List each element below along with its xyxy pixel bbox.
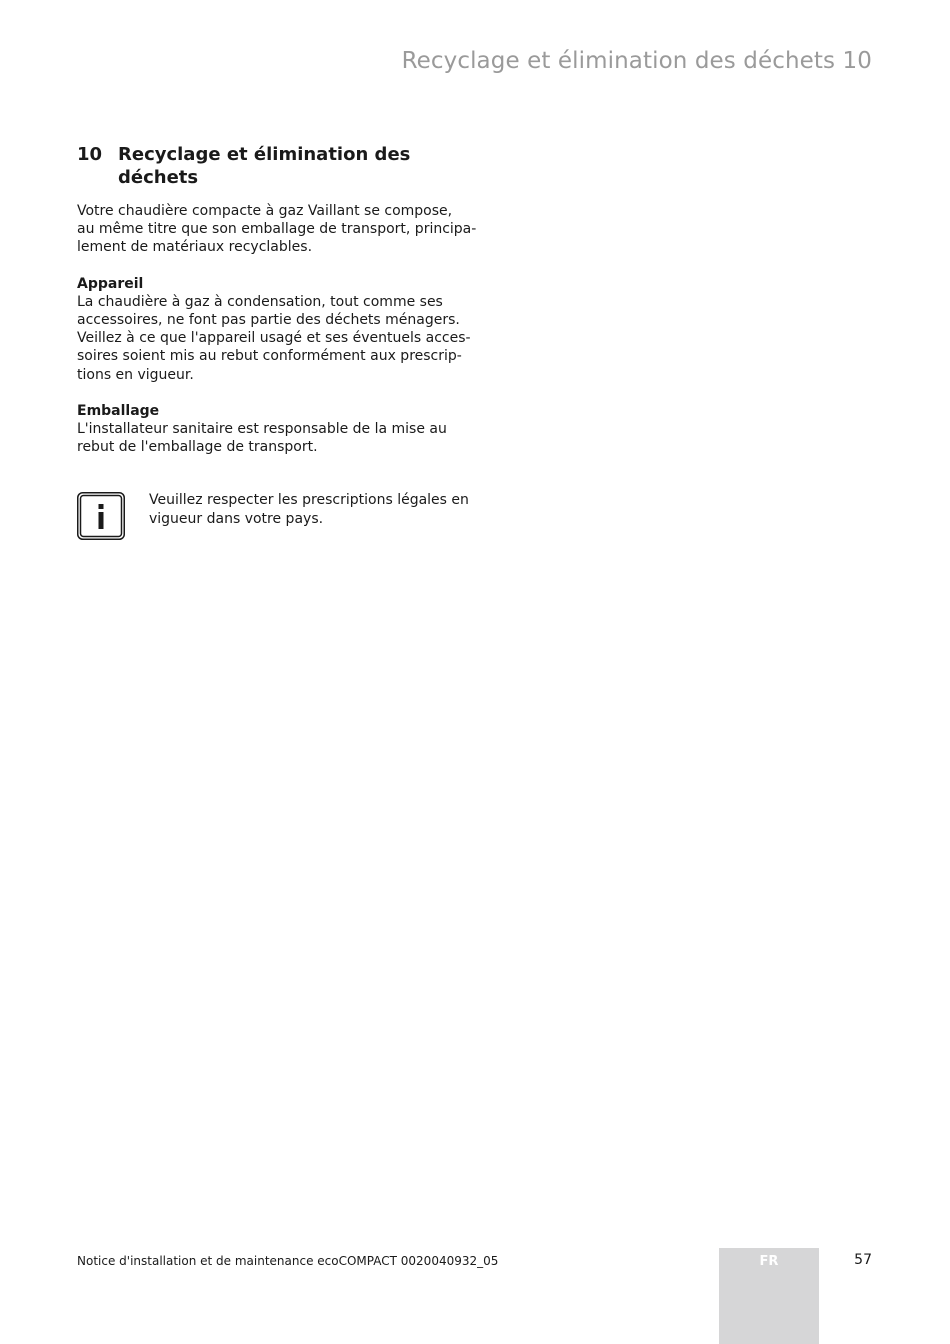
info-note-text: Veuillez respecter les prescriptions légales en vigueur dans votre pays. bbox=[149, 492, 469, 527]
chapter-number: 10 bbox=[77, 144, 103, 165]
emballage-heading: Emballage bbox=[77, 402, 160, 419]
info-icon bbox=[77, 492, 125, 540]
footer-document-title: Notice d'installation et de maintenance ecoCOMPACT 0020040932_05 bbox=[77, 1254, 499, 1268]
appareil-heading: Appareil bbox=[77, 275, 144, 292]
intro-paragraph: Votre chaudière compacte à gaz Vaillant se compose, au même titre que son emballage de transport, principa- lement de matériaux recyclables. bbox=[77, 203, 477, 256]
chapter-heading bbox=[77, 143, 477, 189]
page-number: 57 bbox=[854, 1252, 872, 1268]
main-content bbox=[77, 143, 477, 540]
appareil-paragraph: La chaudière à gaz à condensation, tout comme ses accessoires, ne font pas partie des déchets ménagers. Veillez à ce que l'appareil usagé et ses éventuels acces- soires soient mis au rebut conformément aux prescrip- tions en vigueur. bbox=[77, 293, 471, 383]
language-label: FR bbox=[759, 1254, 779, 1269]
language-tab bbox=[719, 1248, 819, 1344]
running-header: Recyclage et élimination des déchets 10 bbox=[401, 48, 872, 74]
emballage-paragraph: L'installateur sanitaire est responsable de la mise au rebut de l'emballage de transport. bbox=[77, 421, 447, 456]
chapter-title: Recyclage et élimination des déchets bbox=[118, 144, 411, 188]
info-note bbox=[77, 491, 477, 540]
